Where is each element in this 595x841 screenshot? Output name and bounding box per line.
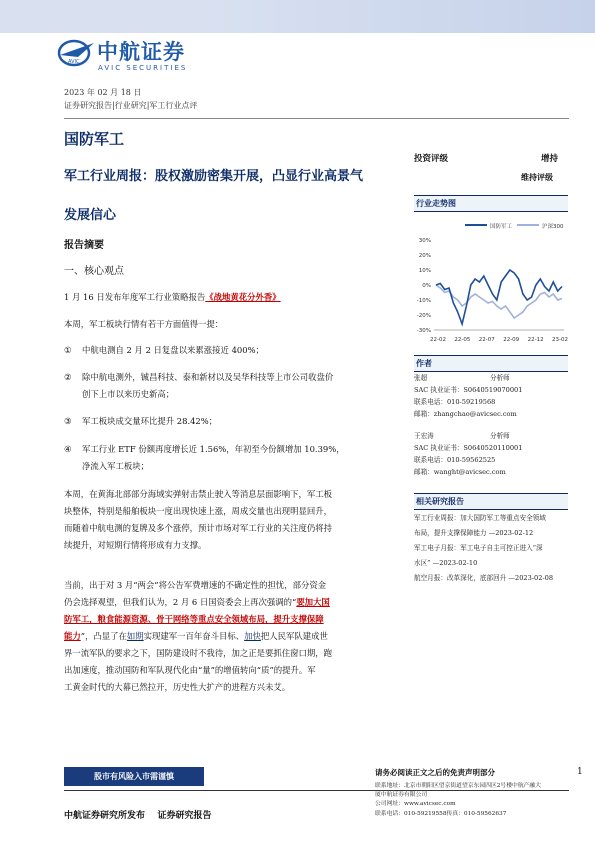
paragraph-line (64, 628, 404, 645)
report-title: 军工行业周报：股权激励密集开展，凸显行业高景气 (64, 169, 364, 184)
svg-text:AVIC: AVIC (68, 59, 80, 65)
text-run: ”，凸显了在 (80, 631, 127, 641)
paragraph-line (64, 594, 404, 611)
list-item (64, 342, 404, 359)
sector-title: 国防军工 (64, 130, 125, 148)
related-heading: 相关研究报告 (414, 493, 568, 510)
y-tick-label: 0% (422, 283, 431, 289)
list-item (64, 369, 404, 403)
author-name: 张超 (414, 374, 428, 382)
author-cert: SAC 执业证书：S0640520110001 (414, 444, 523, 452)
text-run: 实现建军一百年奋斗目标、 (143, 631, 245, 641)
rating-sub: 维持评级 (521, 172, 553, 182)
industry-trend-chart (410, 212, 570, 352)
report-title-cont: 发展信心 (64, 208, 117, 223)
y-tick-label: -10% (416, 298, 431, 304)
top-band-gradient (200, 0, 595, 33)
disclaimer-note: 请务必阅读正文之后的免责声明部分 (375, 768, 495, 777)
intro-line (64, 289, 404, 306)
x-tick-label: 22-12 (527, 337, 544, 343)
highlight-text: 防军工，粮食能源资源、骨干网络等重点安全领域布局，提升支撑保障 (64, 614, 324, 624)
weekly-line: 本周，军工板块行情有若干方面值得一提： (64, 319, 224, 329)
list-item-text: 净流入军工板块； (82, 461, 149, 471)
avic-logo-icon (56, 37, 96, 67)
divider (64, 118, 569, 119)
related-list (414, 511, 570, 586)
author-name: 王宏涛 (414, 432, 434, 440)
publisher-line: 中航证券研究所发布 证券研究报告 (64, 811, 212, 821)
section-heading: 一、核心观点 (64, 266, 124, 277)
report-date: 2023 年 02 月 18 日 (64, 88, 142, 97)
text-run: 把人民军队建成世 (260, 631, 328, 641)
paragraph-line: 续提升，对短期行情将形成有力支撑。 (64, 540, 207, 550)
rating-label: 投资评级 (414, 154, 449, 164)
report-type: 证券研究报告|行业研究|军工行业点评 (64, 101, 198, 110)
list-item-text: 创下上市以来历史新高； (82, 389, 175, 399)
list-item-text: 军工板块成交量环比提升 28.42%； (82, 416, 218, 426)
text-run: 仍会选择观望，但我们认为，2 月 6 日国资委会上再次强调的“ (64, 597, 297, 607)
legend-label: 国防军工 (490, 224, 513, 230)
bullet-number: ④ (64, 444, 72, 454)
highlight-text: 要加大国 (296, 597, 330, 607)
logo-text-en: AVIC SECURITIES (98, 64, 188, 72)
related-report[interactable]: 军工电子月报：军工电子自主可控正进入“深 (414, 544, 543, 552)
trend-heading: 行业走势图 (414, 195, 568, 212)
page-number: 1 (577, 767, 583, 777)
paragraph-line: 出加速度，推动国防和军队现代化由“量”的增值转向“质”的提升。军 (64, 665, 316, 675)
series-line-defense (436, 270, 562, 324)
related-report[interactable]: 水区” —2023-02-10 (414, 559, 478, 567)
bullet-number: ③ (64, 416, 72, 426)
author-block (414, 372, 569, 420)
y-tick-label: 10% (418, 268, 431, 274)
author-role: 分析师 (490, 432, 510, 440)
risk-warning-badge: 股市有风险入市需谨慎 (64, 767, 204, 786)
list-item-text: 中航电测自 2 月 2 日复盘以来累涨接近 400%； (82, 345, 264, 355)
author-email[interactable]: 邮箱：wanght@avicsec.com (414, 468, 506, 476)
y-tick-label: 20% (418, 253, 431, 259)
related-report[interactable]: 军工行业周报：加大国防军工等重点安全领域 (414, 514, 546, 522)
author-email[interactable]: 邮箱：zhangchao@avicsec.com (414, 410, 517, 418)
author-phone: 联系电话：010-59219568 (414, 398, 496, 406)
x-tick-label: 22-02 (430, 337, 446, 343)
author-phone: 联系电话：010-59562525 (414, 456, 496, 464)
author-block (414, 430, 569, 478)
logo-text: 中航证券 (97, 40, 185, 64)
x-tick-label: 22-07 (478, 337, 495, 343)
contact-info (375, 782, 541, 819)
authors-heading: 作者 (414, 355, 568, 372)
paragraph-line: 本周，在黄海北部部分海域实弹射击禁止驶入等消息层面影响下，军工板 (64, 489, 332, 499)
website-line[interactable]: 公司网址：www.avicsec.com (375, 801, 456, 808)
summary-heading: 报告摘要 (64, 240, 104, 251)
phone-line: 联系电话：010-59219558传真：010-59562637 (375, 810, 507, 817)
related-report[interactable]: 航空月报：改革深化，底部回升 —2023-02-08 (414, 574, 554, 582)
author-name-row (414, 430, 569, 442)
address-line: 厦中航证券有限公司 (375, 792, 428, 799)
paragraph-line: 工黄金时代的大幕已然拉开，历史性大扩产的进程方兴未艾。 (64, 682, 291, 692)
y-tick-label: -20% (416, 313, 431, 319)
rating-value: 增持 (541, 154, 559, 164)
list-item-text: 军工行业 ETF 份额再度增长近 1.56%，年初至今份额增加 10.39%， (82, 444, 345, 454)
intro-text: 1 月 16 日发布年度军工行业策略报告 (64, 292, 206, 302)
list-item-text: 除中航电测外，铖昌科技、泰和新材以及吴华科技等上市公司收盘价 (82, 372, 334, 382)
paragraph-outlook (64, 577, 404, 696)
y-tick-label: -30% (416, 328, 431, 334)
list-item (64, 413, 404, 430)
bullet-number: ① (64, 345, 72, 355)
paragraph-line: 当前，出于对 3 月“两会”将公告军费增速的不确定性的担忧，部分资金 (64, 580, 327, 590)
highlight-text: 能力 (64, 631, 81, 641)
x-tick-label: 22-05 (454, 337, 471, 343)
paragraph-line: 而随着中航电测的复牌及多个涨停，预计市场对军工行业的关注度仍将持 (64, 523, 332, 533)
author-role: 分析师 (490, 374, 510, 382)
paragraph-line: 界一流军队的要求之下，国防建设时不我待，加之正是要抓住窗口期，跑 (64, 648, 332, 658)
paragraph-line: 块整体，特别是船舶板块一度出现快速上涨，周成交量也出现明显回升， (64, 506, 332, 516)
bullet-number: ② (64, 372, 72, 382)
paragraph-market (64, 486, 404, 554)
legend-label: 沪深300 (542, 224, 564, 230)
address-line: 联系地址：北京市朝阳区望京街道望京东园四区2号楼中航产融大 (375, 783, 542, 789)
emphasis-text: 加快 (244, 631, 261, 641)
related-report[interactable]: 布局，提升支撑保障能力 —2023-02-12 (414, 529, 534, 537)
author-name-row (414, 372, 569, 384)
y-tick-label: 30% (418, 238, 431, 244)
author-cert: SAC 执业证书：S0640519070001 (414, 386, 523, 394)
list-item (64, 441, 404, 475)
emphasis-text: 如期 (126, 631, 144, 641)
x-tick-label: 22-09 (503, 337, 520, 343)
strategy-report-link[interactable]: 《战地黄花分外香》 (205, 292, 281, 302)
x-tick-label: 23-02 (552, 337, 568, 343)
